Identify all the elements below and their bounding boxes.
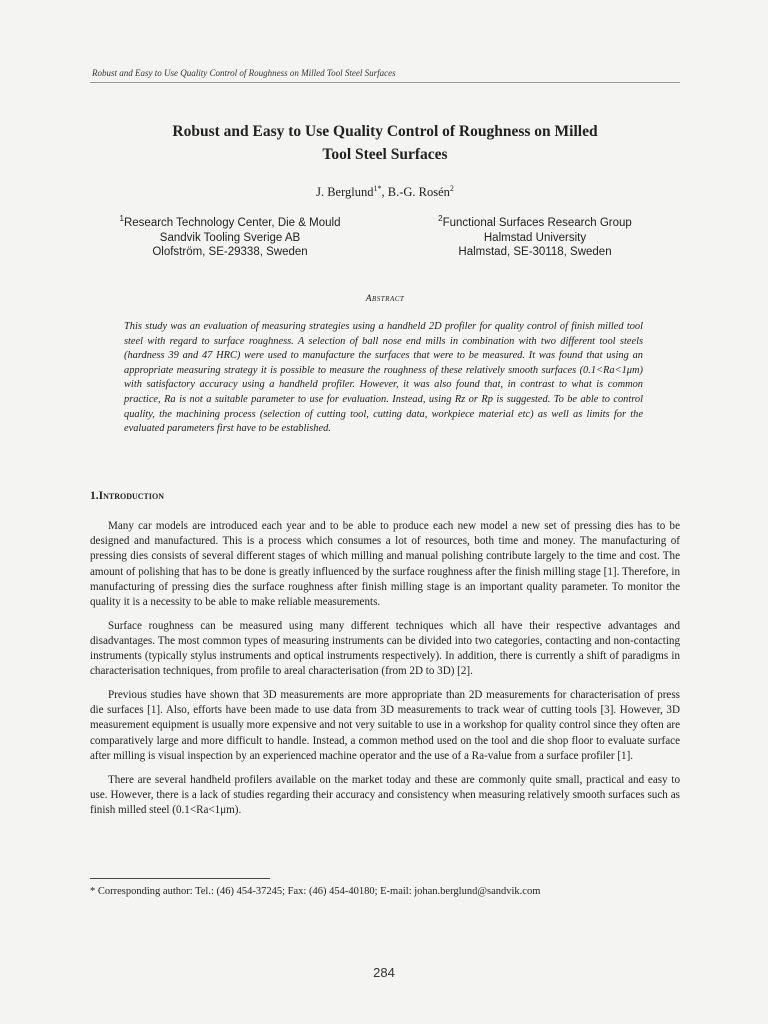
author-1: J. Berglund [316, 185, 374, 199]
paragraph-3: Previous studies have shown that 3D measurements are more appropriate than 2D measurements for characterisation of press die surfaces [1]. Also, efforts have been made to use data from 3D measurements to track wear of cutting tools [3]. However, 3D measurement equipment is usually more expensive and not very suitable to use in a workshop for quality control since they often are comparatively large and more difficult to handle. Instead, a common method used on the tool and die shop floor to evaluate surface after milling is visual inspection by an experienced machine operator and the use of a Ra-value from a surface profiler [1]. [90, 689, 680, 762]
affiliation-right-line1: Functional Surfaces Research Group [442, 217, 632, 229]
author-list [90, 185, 680, 200]
paragraph-4: There are several handheld profilers available on the market today and these are commonly quite small, practical and easy to use. However, there is a lack of studies regarding their accuracy and consistency when measuring relatively smooth surfaces such as finish milled steel (0.1<Ra<1μm). [90, 773, 680, 816]
affiliation-right-sup: 2 [438, 214, 443, 223]
affiliation-left-line3: Olofström, SE-29338, Sweden [152, 246, 308, 258]
paragraph-2: Surface roughness can be measured using many different techniques which all have their respective advantages and disadvantages. The most common types of measuring instruments can be divided into two categories, contacting and non-contacting instruments (typically stylus instruments and optical instruments respectively). In addition, there is currently a shift of paradigms in characterisation techniques, from profile to areal characterisation (from 2D to 3D) [2]. [90, 619, 680, 678]
title-line-2: Tool Steel Surfaces [322, 146, 448, 163]
title-line-1: Robust and Easy to Use Quality Control of Roughness on Milled [172, 123, 598, 140]
affiliation-left-line1: Research Technology Center, Die & Mould [123, 217, 341, 229]
footnote-rule [90, 878, 270, 879]
author-2-sup: 2 [449, 184, 454, 193]
affiliation-right [415, 216, 655, 260]
footnote: * Corresponding author: Tel.: (46) 454-37245; Fax: (46) 454-40180; E-mail: johan.berglund@sandvik.com [90, 886, 541, 897]
affiliation-right-line3: Halmstad, SE-30118, Sweden [458, 246, 612, 258]
body-text [90, 519, 680, 827]
affiliation-left [110, 216, 350, 260]
running-head: Robust and Easy to Use Quality Control of Roughness on Milled Tool Steel Surfaces [92, 68, 396, 78]
affiliation-left-sup: 1 [119, 214, 124, 223]
paragraph-1: Many car models are introduced each year and to be able to produce each new model a new set of pressing dies has to be designed and manufactured. This is a process which consumes a lot of resources, both time and money. The manufacturing of pressing dies consists of several different stages of which milling and manual polishing contribute largely to the time and cost. The amount of polishing that has to be done is greatly influenced by the surface roughness after the finish milling stage [1]. Therefore, in manufacturing of pressing dies the surface roughness after finish milling stage is an important quality parameter. To monitor the quality it is a necessity to be able to make reliable measurements. [90, 520, 680, 609]
author-separator: , [381, 185, 388, 199]
page-number: 284 [373, 965, 395, 980]
header-rule [90, 82, 680, 83]
author-2: B.-G. Rosén [387, 185, 450, 199]
affiliation-right-line2: Halmstad University [483, 231, 587, 244]
section-heading: 1.Introduction [90, 490, 164, 502]
author-1-sup: 1* [373, 184, 382, 193]
abstract-text: This study was an evaluation of measuring strategies using a handheld 2D profiler for quality control of finish milled tool steel with regard to surface roughness. A selection of ball nose end mills in combination with two different tool steels (hardness 39 and 47 HRC) were used to manufacture the surfaces that were to be measured. It was found that using an appropriate measuring strategy it is possible to measure the roughness of these relatively smooth surfaces (0.1<Ra<1μm) with satisfactory accuracy using a handheld profiler. However, it was also found that, in contrast to what is common practice, Ra is not a suitable parameter to use for evaluation. Instead, using Rz or Rp is suggested. To be able to control quality, the machining process (selection of cutting tool, cutting data, workpiece material etc) as well as limits for the evaluated parameters first have to be established. [124, 321, 643, 435]
abstract-heading [90, 294, 680, 304]
abstract-heading-text: Abstract [365, 294, 405, 304]
paper-title [90, 120, 680, 166]
affiliation-left-line2: Sandvik Tooling Sverige AB [159, 231, 301, 244]
